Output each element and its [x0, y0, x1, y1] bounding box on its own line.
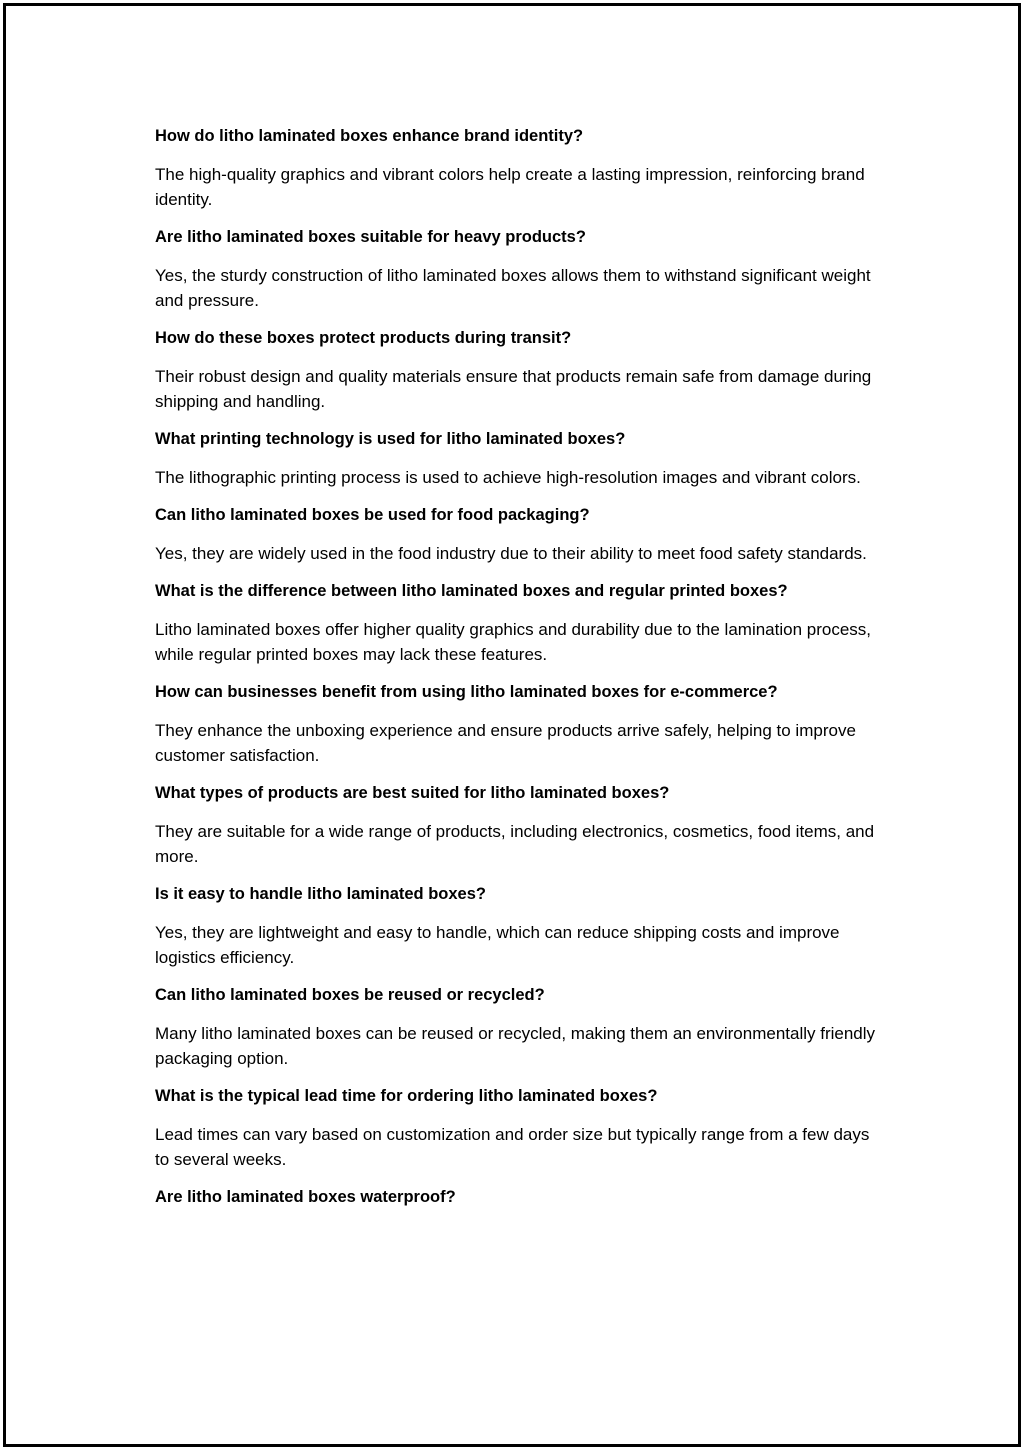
faq-answer: Yes, they are widely used in the food industry due to their ability to meet food safety standards.: [155, 544, 867, 563]
faq-item: [155, 124, 880, 212]
faq-list: [155, 124, 880, 1223]
faq-item: [155, 983, 880, 1071]
faq-question: Can litho laminated boxes be used for food packaging?: [155, 506, 590, 524]
faq-question: What is the difference between litho laminated boxes and regular printed boxes?: [155, 582, 788, 600]
faq-answer: Their robust design and quality materials ensure that products remain safe from damage during shipping and handling.: [155, 367, 872, 411]
faq-answer: Yes, the sturdy construction of litho laminated boxes allows them to withstand significant weight and pressure.: [155, 266, 871, 310]
faq-answer: Yes, they are lightweight and easy to handle, which can reduce shipping costs and improve logistics efficiency.: [155, 923, 840, 967]
faq-answer: They are suitable for a wide range of products, including electronics, cosmetics, food items, and more.: [155, 822, 875, 866]
faq-item: [155, 579, 880, 667]
faq-item: [155, 882, 880, 970]
faq-answer: Lead times can vary based on customization and order size but typically range from a few days to several weeks.: [155, 1125, 870, 1169]
faq-question: Is it easy to handle litho laminated boxes?: [155, 885, 486, 903]
faq-item: [155, 1185, 880, 1210]
faq-item: [155, 680, 880, 768]
faq-answer: The lithographic printing process is used to achieve high-resolution images and vibrant colors.: [155, 468, 861, 487]
faq-item: [155, 503, 880, 566]
faq-item: [155, 225, 880, 313]
faq-item: [155, 781, 880, 869]
faq-question: What printing technology is used for litho laminated boxes?: [155, 430, 626, 448]
faq-item: [155, 326, 880, 414]
faq-question: How can businesses benefit from using litho laminated boxes for e-commerce?: [155, 683, 778, 701]
faq-answer: They enhance the unboxing experience and ensure products arrive safely, helping to improve customer satisfaction.: [155, 721, 856, 765]
faq-item: [155, 427, 880, 490]
faq-question: What types of products are best suited for litho laminated boxes?: [155, 784, 670, 802]
faq-answer: The high-quality graphics and vibrant colors help create a lasting impression, reinforcing brand identity.: [155, 165, 865, 209]
faq-answer: Litho laminated boxes offer higher quality graphics and durability due to the lamination process, while regular printed boxes may lack these features.: [155, 620, 872, 664]
faq-question: Are litho laminated boxes suitable for heavy products?: [155, 228, 586, 246]
faq-question: Are litho laminated boxes waterproof?: [155, 1188, 456, 1206]
faq-question: How do litho laminated boxes enhance brand identity?: [155, 127, 584, 145]
faq-item: [155, 1084, 880, 1172]
faq-question: What is the typical lead time for ordering litho laminated boxes?: [155, 1087, 658, 1105]
faq-question: Can litho laminated boxes be reused or recycled?: [155, 986, 545, 1004]
faq-answer: Many litho laminated boxes can be reused or recycled, making them an environmentally friendly packaging option.: [155, 1024, 876, 1068]
faq-question: How do these boxes protect products during transit?: [155, 329, 572, 347]
